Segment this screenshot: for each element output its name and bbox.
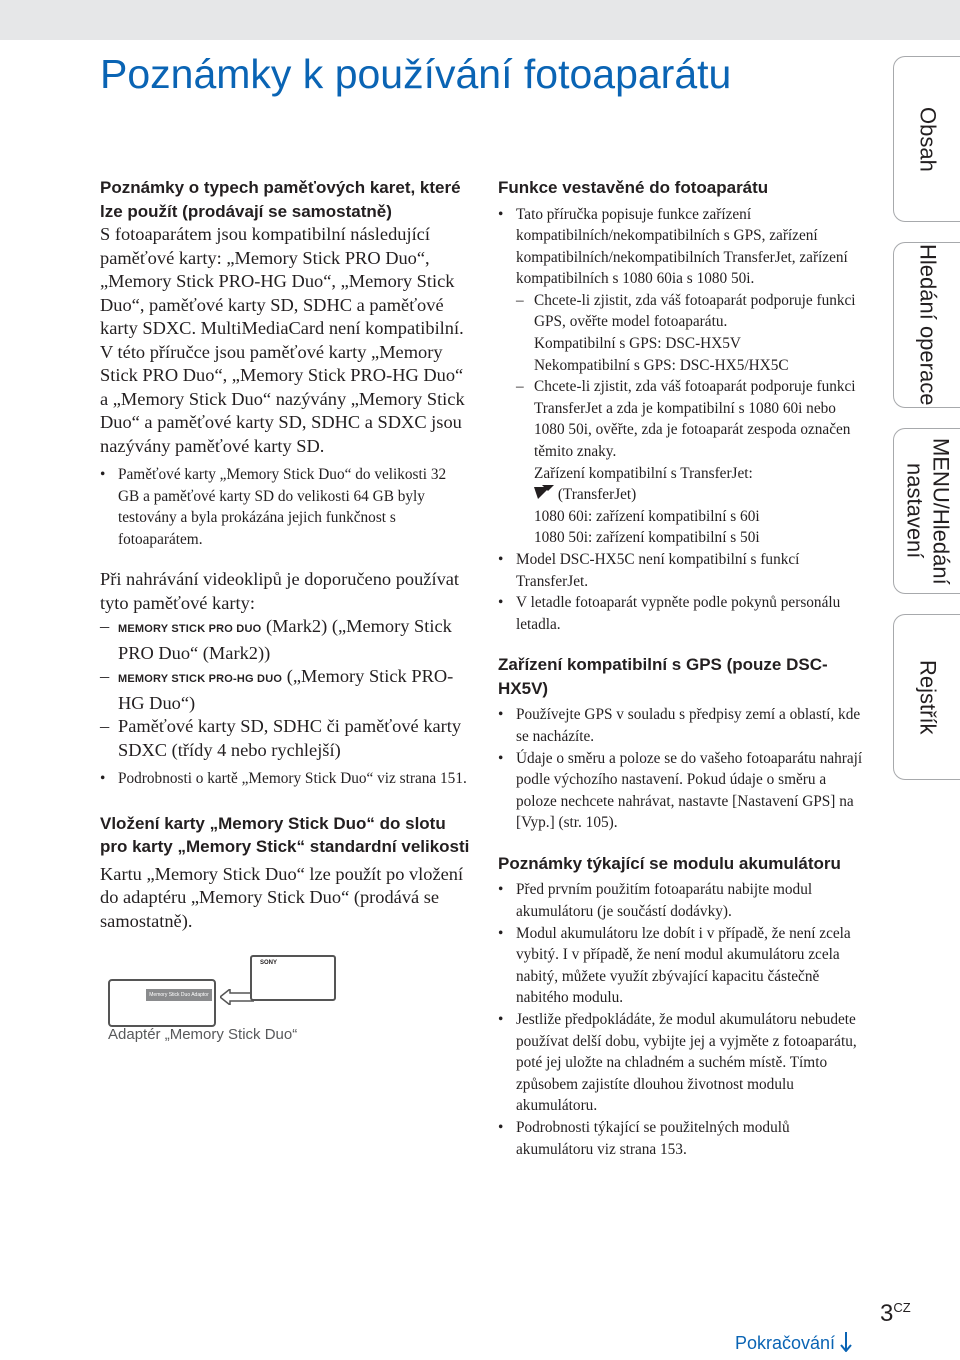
adapter-caption: Adaptér „Memory Stick Duo“ — [108, 1026, 298, 1044]
tab-obsah[interactable] — [893, 56, 960, 222]
tab-menu-hledani-nastaveni[interactable] — [893, 428, 960, 594]
tab-rejstrik[interactable] — [893, 614, 960, 780]
bullet-hx5c: • Model DSC-HX5C není kompatibilní s funkcí TransferJet. — [498, 549, 870, 592]
bullet-gps-data: • Údaje o směru a poloze se do vašeho fotoaparátu nahrají podle výchozího nastavení. Pokud údaje o směru a poloze nechcete nahrávat, nastavte [Nastavení GPS] na [Vyp.] (str. 105). — [498, 748, 870, 834]
bullet-airplane: • V letadle fotoaparát vypněte podle pokynů personálu letadla. — [498, 592, 870, 635]
insert-arrow-icon — [220, 989, 254, 1005]
page-title: Poznámky k používání fotoaparátu — [100, 51, 732, 97]
tab-hledani-operace[interactable] — [893, 242, 960, 408]
section-heading-adapter: Vložení karty „Memory Stick Duo“ do slotu pro karty „Memory Stick“ standardní velikosti — [100, 813, 470, 857]
adapter-illustration — [108, 979, 216, 1027]
dash-item-gps-check: – Chcete-li zjistit, zda váš fotoaparát podporuje funkci GPS, ověřte model fotoaparátu. — [516, 291, 856, 331]
paragraph-video-recording: Při nahrávání videoklipů je doporučeno používat tyto paměťové karty: — [100, 569, 460, 613]
dash-item-pro-duo: – MEMORY STICK PRO DUO (Mark2) („Memory Stick PRO Duo“ (Mark2)) — [100, 616, 452, 663]
gps-incompatible-model: Nekompatibilní s GPS: DSC-HX5/HX5C — [534, 356, 789, 374]
adapter-figure — [100, 955, 470, 1055]
bullet-battery-details: • Podrobnosti týkající se použitelných modulů akumulátoru viz strana 153. — [498, 1117, 870, 1160]
memory-stick-card-illustration — [250, 955, 336, 1001]
memory-stick-pro-hg-duo-logo: MEMORY STICK PRO-HG DUO — [118, 673, 283, 686]
section-heading-card-types: Poznámky o typech paměťových karet, které lze použít (prodávají se samostatně) — [100, 178, 461, 221]
section-heading-gps: Zařízení kompatibilní s GPS (pouze DSC-HX5V) — [498, 655, 828, 698]
paragraph-compatible-cards: S fotoaparátem jsou kompatibilní následující paměťové karty: „Memory Stick PRO Duo“, „Memory Stick PRO-HG Duo“, „Memory Stick Duo“, paměťové karty SD, SDHC a paměťové karty SDXC. MultiMediaCard není kompatibilní. — [100, 224, 464, 338]
bullet-gps-regulations: • Používejte GPS v souladu s předpisy zemí a oblastí, kde se nacházíte. — [498, 704, 870, 747]
transferjet-mark-line: (TransferJet) — [498, 484, 870, 506]
paragraph-naming: V této příručce jsou paměťové karty „Memory Stick PRO Duo“, „Memory Stick PRO-HG Duo“ a „Memory Stick Duo“ nazývány „Memory Stick Duo“ a paměťové karty SD, SDHC a SDXC jsou nazývány paměťové karty SD. — [100, 341, 465, 456]
bullet-details-page: • Podrobnosti o kartě „Memory Stick Duo“ viz strana 151. — [100, 768, 470, 790]
bullet-battery-charge: • Před prvním použitím fotoaparátu nabijte modul akumulátoru (je součástí dodávky). — [498, 879, 870, 922]
page-number: $3^{CZ}$ — [880, 1300, 911, 1327]
dash-item-sd-cards: – Paměťové karty SD, SDHC či paměťové karty SDXC (třídy 4 nebo rychlejší) — [100, 716, 462, 760]
section-heading-functions: Funkce vestavěné do fotoaparátu — [498, 178, 769, 197]
tab-obsah-label: Obsah — [915, 106, 941, 172]
dash-item-transferjet-check: – Chcete-li zjistit, zda váš fotoaparát podporuje funkci TransferJet a zda je kompatibilní s 1080 60i nebo 1080 50i, ověřte, zda je fotoaparát zespoda označen těmito znaky. — [516, 378, 856, 461]
right-column — [498, 176, 870, 1160]
tab-rejstrik-label: Rejstřík — [915, 659, 941, 735]
bullet-battery-partial: • Modul akumulátoru lze dobít i v případě, že není zcela vybitý. I v případě, že není modul akumulátoru zcela nabitý, můžete využít zbývající kapacitu částečně nabitého modulu. — [498, 923, 870, 1009]
card-brand: SONY — [260, 960, 278, 967]
compat-50i: 1080 50i: zařízení kompatibilní s 50i — [534, 529, 760, 547]
memory-stick-pro-duo-logo: MEMORY STICK PRO DUO — [118, 623, 262, 636]
compat-60i: 1080 60i: zařízení kompatibilní s 60i — [534, 507, 760, 525]
dash-item-pro-hg-duo: – MEMORY STICK PRO-HG DUO („Memory Stick PRO-HG Duo“) — [100, 666, 454, 713]
transferjet-compatible-label: Zařízení kompatibilní s TransferJet: — [534, 464, 753, 482]
continue-link[interactable] — [735, 1332, 852, 1354]
tab-menu-hledani-nastaveni-label: MENU/Hledání nastavení — [902, 437, 954, 585]
continue-label: Pokračování — [735, 1333, 836, 1353]
section-heading-battery: Poznámky týkající se modulu akumulátoru — [498, 853, 841, 873]
gps-compatible-model: Kompatibilní s GPS: DSC-HX5V — [534, 335, 741, 353]
tab-hledani-operace-label: Hledání operace — [915, 244, 941, 406]
arrow-down-icon — [840, 1332, 852, 1352]
bullet-functions-description: • Tato příručka popisuje funkce zařízení kompatibilních/nekompatibilních s GPS, zařízení kompatibilních/nekompatibilních TransferJet, zařízení kompatibilních s 1080 60ia s 1080 50i. — [498, 204, 870, 290]
adapter-label-strip: Memory Stick Duo Adaptor — [146, 989, 212, 1001]
transferjet-icon — [534, 485, 554, 499]
bullet-battery-storage: • Jestliže předpokládáte, že modul akumulátoru nebudete používat delší dobu, vybijte jej a vyjměte z fotoaparátu, poté jej uložte na chladném a suchém místě. Tímto způsobem zajistíte dlouhou životnost modulu akumulátoru. — [498, 1009, 870, 1117]
bullet-tested-cards: • Paměťové karty „Memory Stick Duo“ do velikosti 32 GB a paměťové karty SD do velikosti 64 GB byly testovány a byla prokázána jejich funkčnost s fotoaparátem. — [100, 464, 470, 550]
paragraph-adapter: Kartu „Memory Stick Duo“ lze použít po vložení do adaptéru „Memory Stick Duo“ (prodává se samostatně). — [100, 863, 464, 931]
left-column — [100, 176, 470, 1055]
top-bar — [0, 0, 960, 40]
